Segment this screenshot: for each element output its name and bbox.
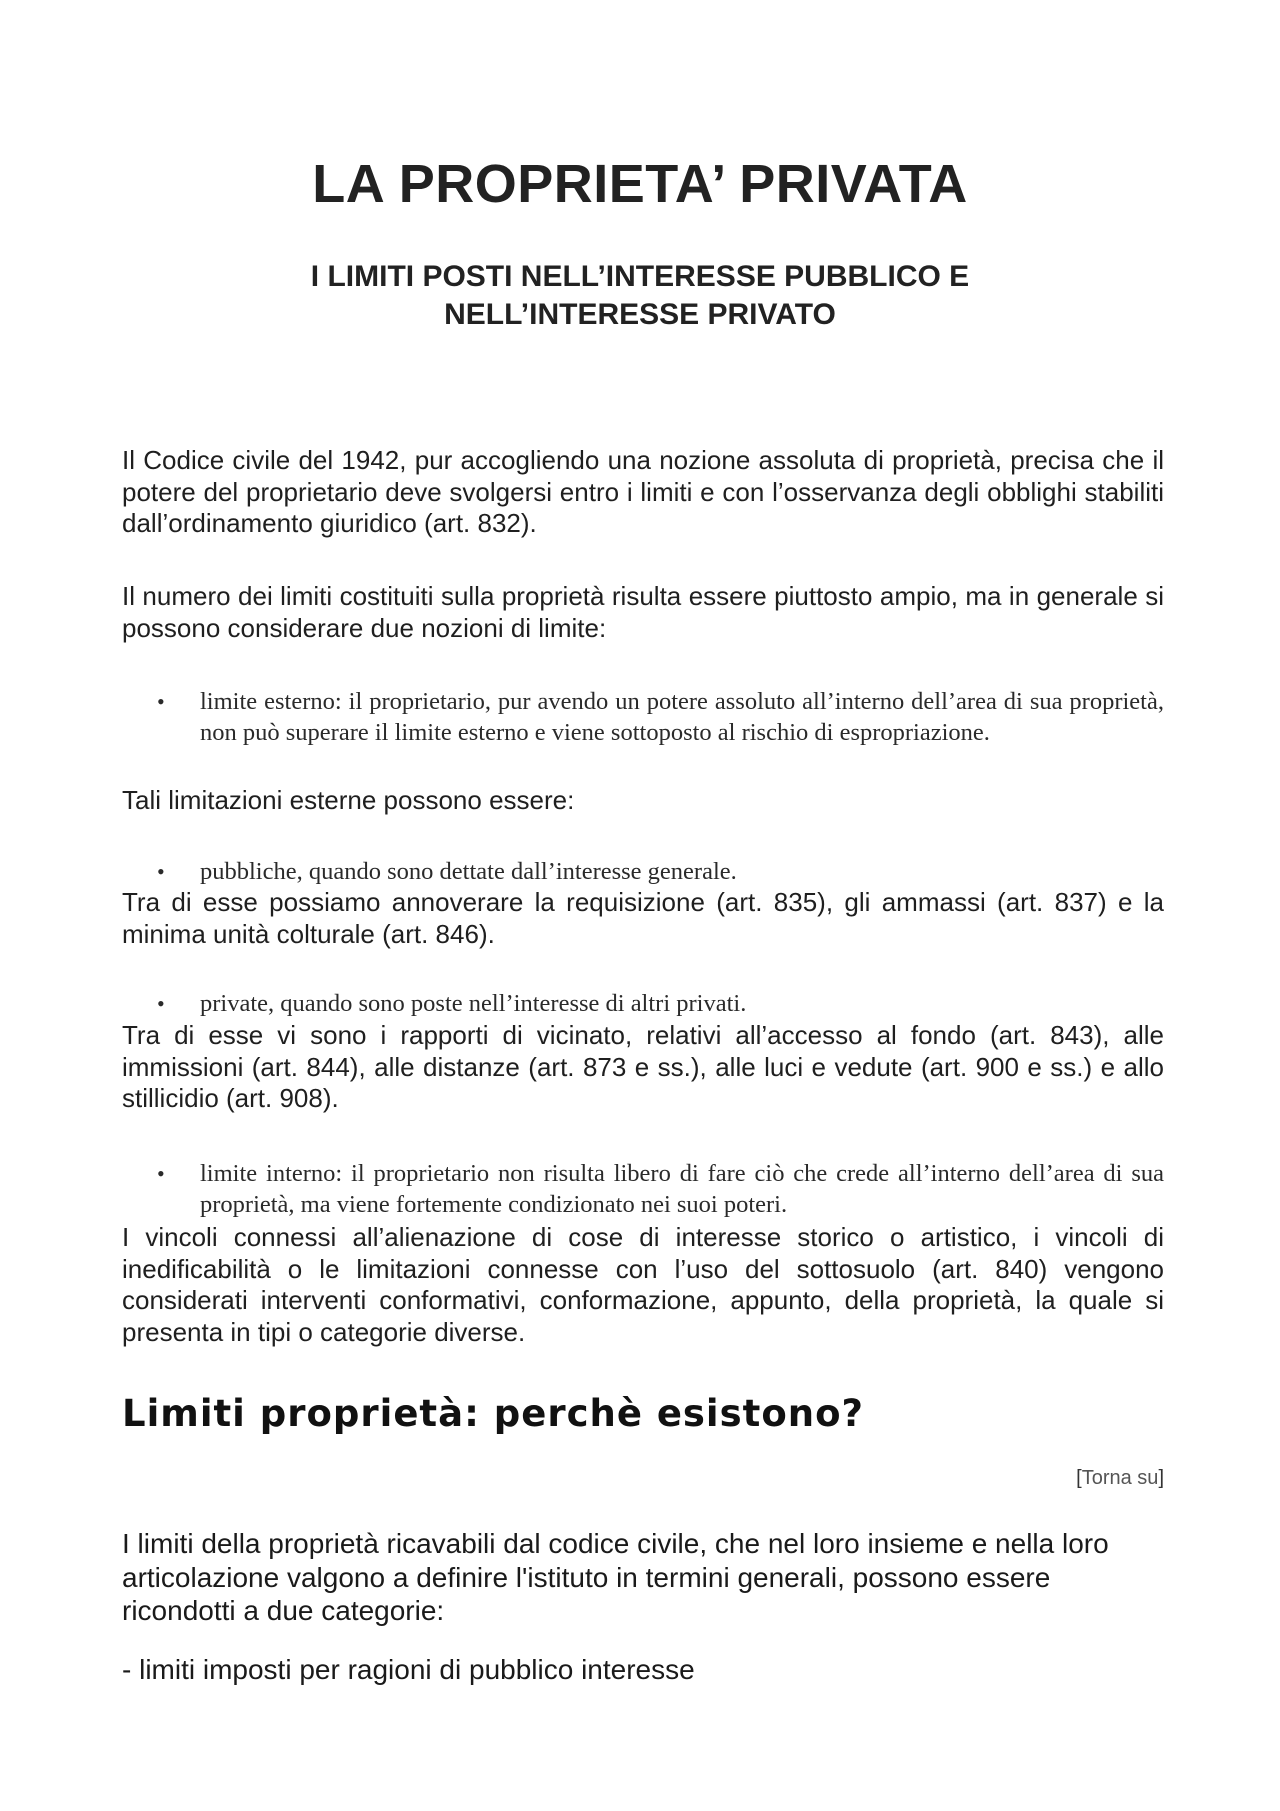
paragraph-rapporti-vicinato: Tra di esse vi sono i rapporti di vicinato, relativi all’accesso al fondo (art. 843), alle immissioni (art. 844), alle distanze (art. 873 e ss.), alle luci e vedute (art. 900 e ss.) e allo stillicidio (art. 908).	[122, 1020, 1164, 1113]
bullet-pubbliche: pubbliche, quando sono dettate dall’interesse generale.	[200, 858, 737, 885]
bullet-marker: •	[157, 991, 165, 1016]
bullet-limite-esterno: limite esterno: il proprietario, pur avendo un potere assoluto all’interno dell’area di sua proprietà, non può superare il limite esterno e viene sottoposto al rischio di espropriazione.	[200, 688, 1164, 746]
bracket-close: ]	[1158, 1467, 1164, 1489]
paragraph-requisizione: Tra di esse possiamo annoverare la requisizione (art. 835), gli ammassi (art. 837) e la minima unità colturale (art. 846).	[122, 887, 1164, 949]
back-to-top	[1076, 1466, 1164, 1490]
paragraph-intro: Il Codice civile del 1942, pur accogliendo una nozione assoluta di proprietà, precisa che il potere del proprietario deve svolgersi entro i limiti e con l’osservanza degli obblighi stabiliti dall’ordinamento giuridico (art. 832).	[122, 445, 1164, 538]
bullet-limite-interno: limite interno: il proprietario non risulta libero di fare ciò che crede all’interno dell’area di sua proprietà, ma viene fortemente condizionato nei suoi poteri.	[200, 1160, 1164, 1218]
bracket-open: [	[1076, 1467, 1082, 1489]
subtitle-line-2: NELL’INTERESSE PRIVATO	[444, 298, 836, 331]
paragraph-categorie: I limiti della proprietà ricavabili dal codice civile, che nel loro insieme e nella loro articolazione valgono a definire l'istituto in termini generali, possono essere ricondotti a due categorie:	[122, 1528, 1109, 1626]
document-title: LA PROPRIETA’ PRIVATA	[312, 154, 968, 214]
bullet-marker: •	[157, 689, 165, 714]
section-heading: Limiti proprietà: perchè esistono?	[122, 1392, 864, 1435]
bullet-marker: •	[157, 859, 165, 884]
paragraph-limits-count: Il numero dei limiti costituiti sulla proprietà risulta essere piuttosto ampio, ma in generale si possono considerare due nozioni di limite:	[122, 581, 1164, 643]
torna-su-link[interactable]: Torna su	[1081, 1467, 1159, 1489]
subtitle-line-1: I LIMITI POSTI NELL’INTERESSE PUBBLICO E	[310, 260, 970, 293]
paragraph-vincoli: I vincoli connessi all’alienazione di cose di interesse storico o artistico, i vincoli di inedificabilità o le limitazioni connesse con l’uso del sottosuolo (art. 840) vengono considerati interventi conformativi, conformazione, appunto, della proprietà, la quale si presenta in tipi o categorie diverse.	[122, 1222, 1164, 1347]
bullet-private: private, quando sono poste nell’interesse di altri privati.	[200, 990, 747, 1017]
document-subtitle	[0, 258, 1280, 334]
paragraph-limitazioni-esterne: Tali limitazioni esterne possono essere:	[122, 785, 575, 815]
bullet-marker: •	[157, 1161, 165, 1186]
paragraph-pubblico-interesse: - limiti imposti per ragioni di pubblico interesse	[122, 1654, 695, 1685]
